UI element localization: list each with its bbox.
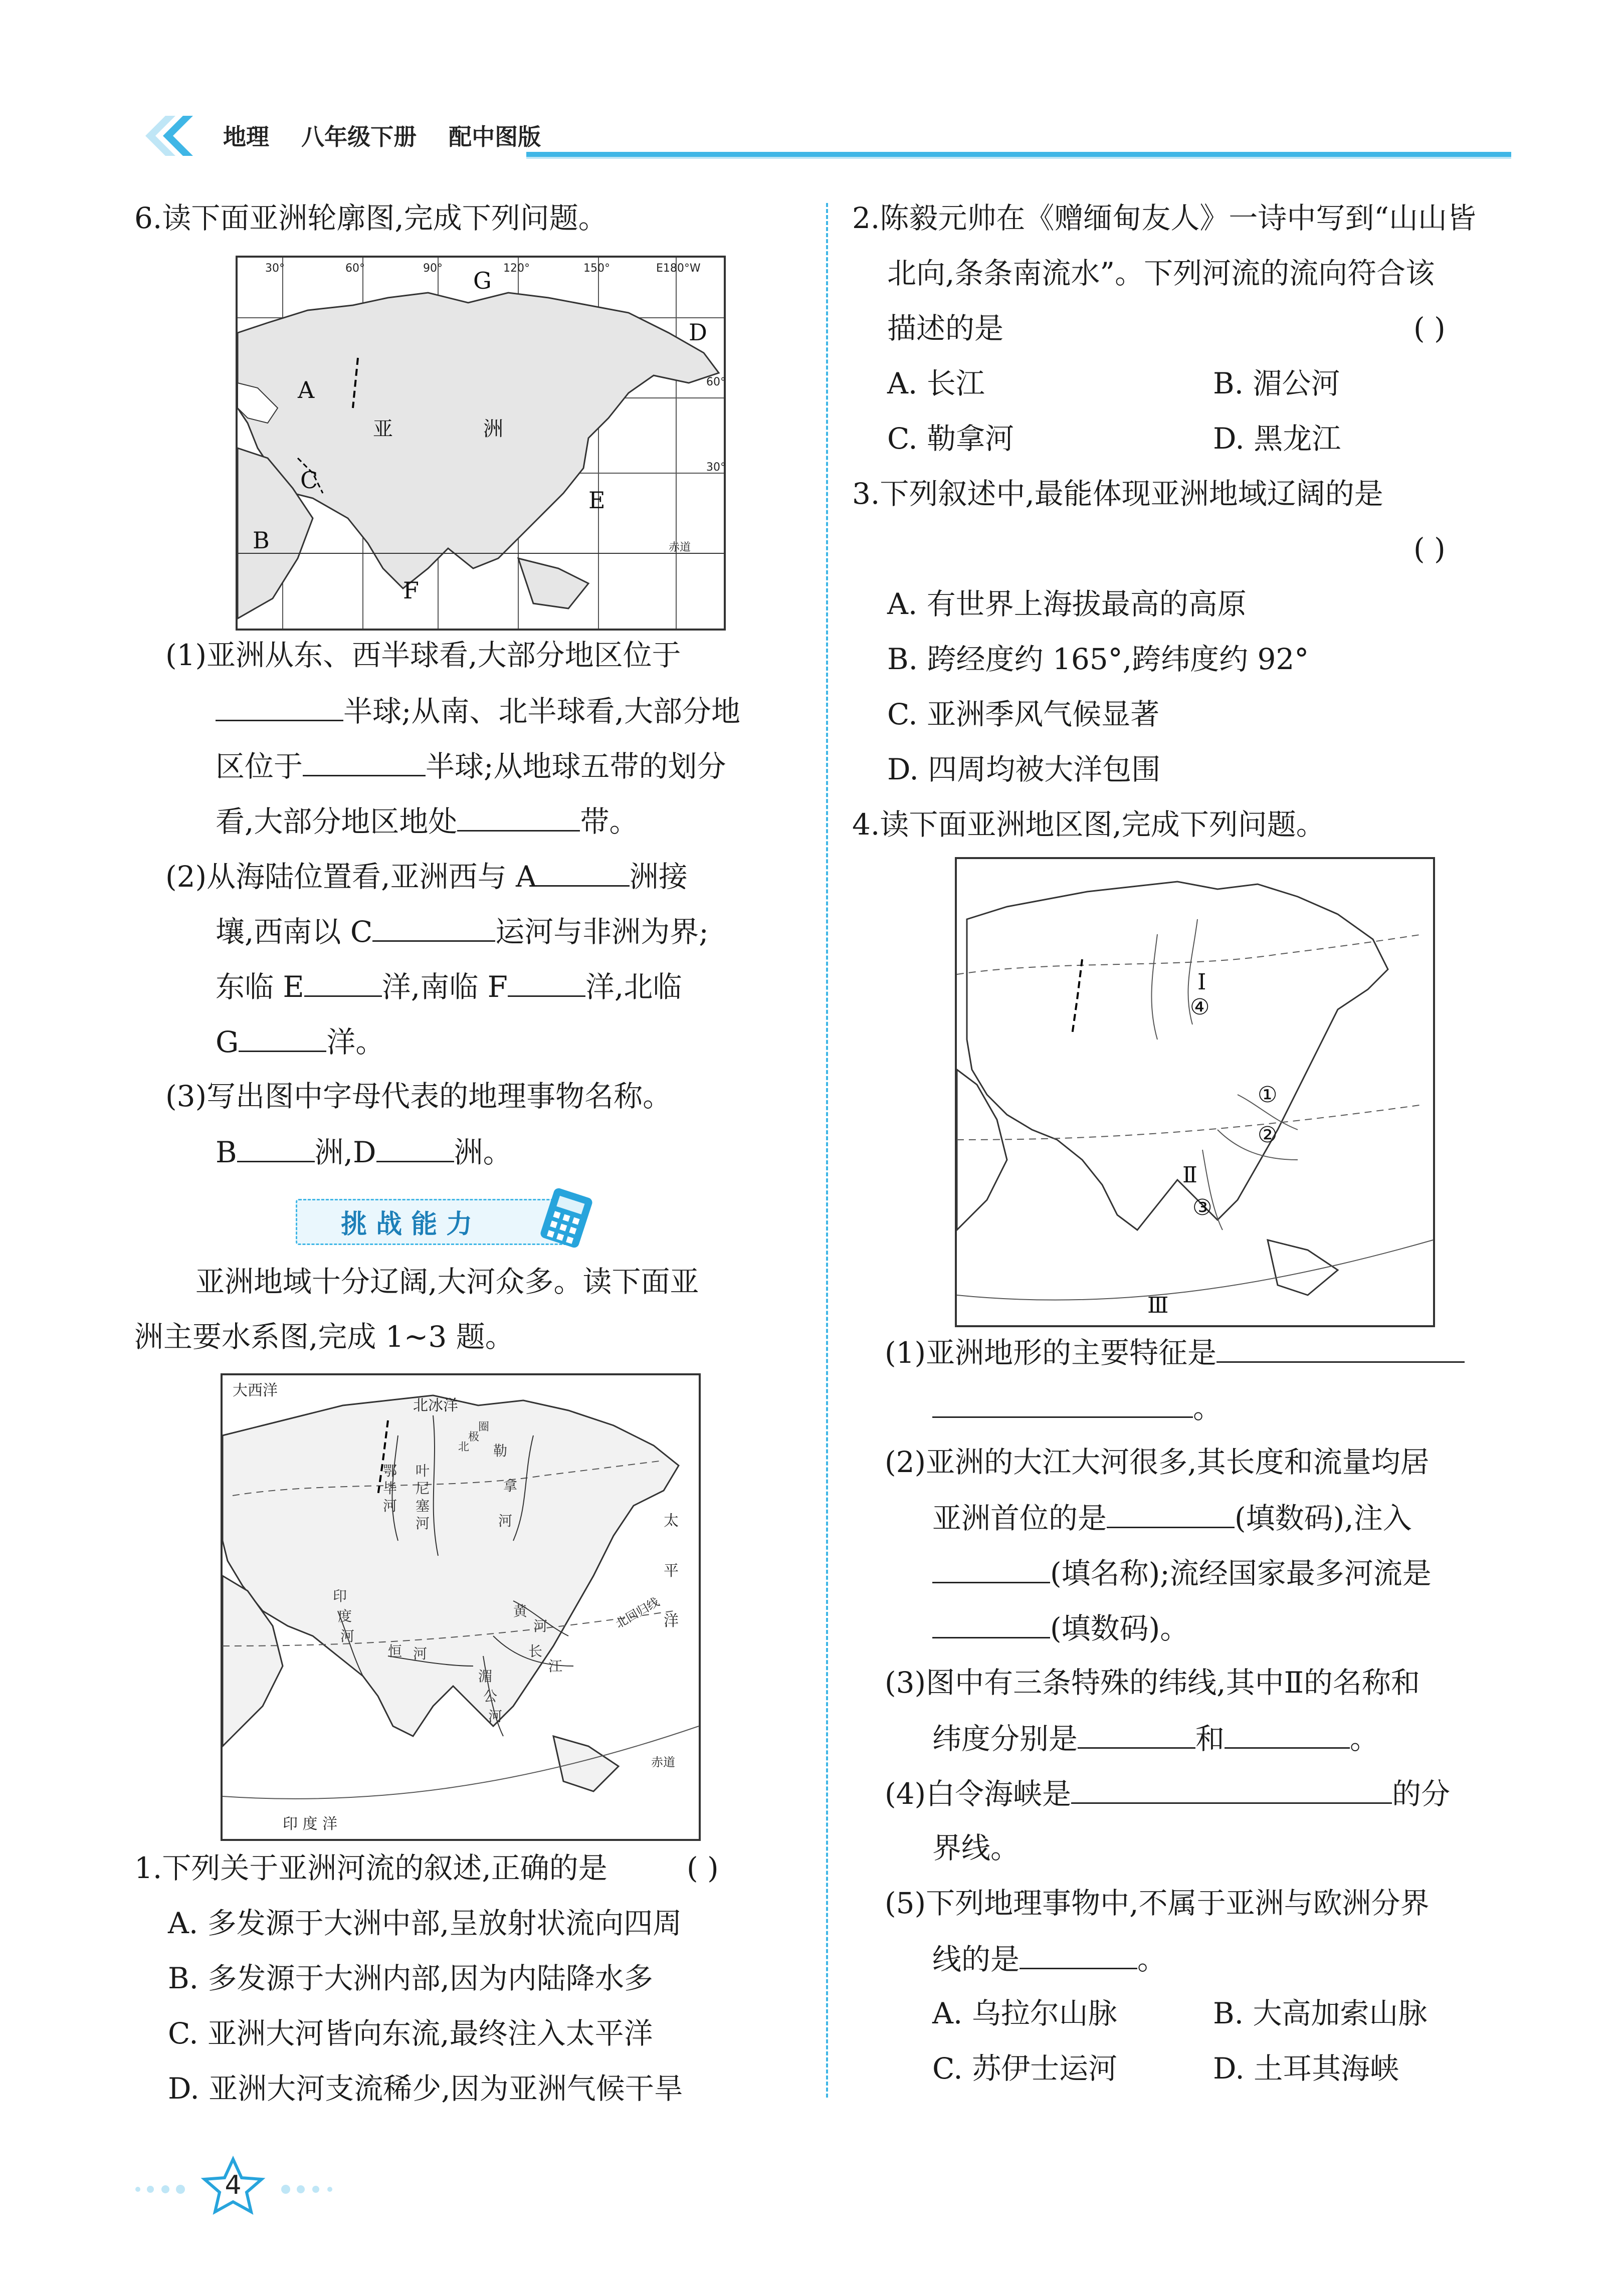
- q4-p5-line2: 线的是 。: [932, 1940, 1166, 1978]
- map1-lat-30: 30°: [706, 461, 726, 474]
- blank-B[interactable]: [237, 1133, 315, 1162]
- mcq1-option-a[interactable]: A. 多发源于大洲中部,呈放射状流向四周: [168, 1906, 682, 1940]
- asia-outline-map: [236, 256, 726, 631]
- map1-equator: 赤道: [669, 541, 691, 554]
- mcq1-option-d[interactable]: D. 亚洲大河支流稀少,因为亚洲气候干旱: [168, 2072, 683, 2106]
- q4-p3-line1: (3)图中有三条特殊的纬线,其中Ⅱ的名称和: [885, 1666, 1420, 1700]
- blank-latitude-degree[interactable]: [1225, 1719, 1350, 1749]
- map1-lon-90: 90°: [423, 262, 443, 275]
- map3-label-III: Ⅲ: [1147, 1293, 1169, 1318]
- q4-p1-line2: 。: [932, 1388, 1222, 1426]
- map1-continent-zhou: 洲: [483, 418, 503, 441]
- map1-letter-C: C: [300, 467, 318, 494]
- mcq2-stem-line1: 2.陈毅元帅在《赠缅甸友人》一诗中写到“山山皆: [852, 201, 1476, 235]
- map2-arctic-circle-2: 极: [468, 1431, 480, 1443]
- map1-lon-30: 30°: [265, 262, 285, 275]
- map2-river-he5: 河: [488, 1708, 503, 1725]
- q4-p1-line1: (1)亚洲地形的主要特征是: [885, 1333, 1465, 1371]
- header-bar: [135, 113, 1511, 159]
- q4-title: 4.读下面亚洲地区图,完成下列问题。: [852, 807, 1325, 842]
- map2-river-he7: 河: [340, 1628, 355, 1644]
- challenge-intro-line2: 洲主要水系图,完成 1~3 题。: [134, 1320, 514, 1354]
- column-divider: [826, 203, 828, 2098]
- calculator-icon: [536, 1188, 596, 1248]
- blank-hemisphere-ew[interactable]: [216, 692, 343, 721]
- q4-p2-line3: (填名称);流经国家最多河流是: [932, 1554, 1432, 1592]
- map2-river-le: 勒: [493, 1442, 508, 1459]
- map2-river-he2: 河: [383, 1498, 397, 1514]
- blank-G[interactable]: [239, 1022, 326, 1052]
- challenge-intro-line1: 亚洲地域十分辽阔,大河众多。读下面亚: [195, 1265, 699, 1299]
- map2-river-na: 拿: [503, 1478, 518, 1494]
- header-subject: 地理: [223, 123, 269, 150]
- map2-river-gong: 公: [483, 1688, 498, 1705]
- mcq3-answer-paren[interactable]: ( ): [1413, 532, 1446, 566]
- header-edition: 配中图版: [449, 123, 541, 150]
- map3-label-I: Ⅰ: [1197, 969, 1206, 995]
- map2-river-he4: 河: [533, 1618, 548, 1634]
- page-number: 4: [225, 2170, 242, 2200]
- challenge-badge: [286, 1188, 612, 1248]
- map2-river-yin: 印: [333, 1588, 347, 1604]
- map2-indian: 印 度 洋: [283, 1815, 338, 1833]
- map2-pacific-3: 洋: [664, 1612, 679, 1630]
- map3-label-3: ③: [1192, 1195, 1212, 1220]
- blank-D[interactable]: [376, 1133, 454, 1162]
- map2-river-jiang: 江: [548, 1658, 563, 1675]
- q6-p2-line4: G 洋。: [216, 1022, 384, 1061]
- asia-region-map: [955, 857, 1435, 1327]
- q4-option-c[interactable]: C. 苏伊士运河: [932, 2051, 1118, 2086]
- map3-label-4: ④: [1190, 994, 1210, 1020]
- asia-water-system-map: [221, 1373, 701, 1841]
- map2-river-ye: 叶: [416, 1463, 430, 1479]
- map1-letter-G: G: [473, 267, 492, 294]
- map2-river-mei: 湄: [478, 1668, 493, 1685]
- mcq1-option-c[interactable]: C. 亚洲大河皆向东流,最终注入太平洋: [168, 2016, 653, 2050]
- map1-lon-150: 150°: [583, 262, 610, 275]
- map2-river-he6: 河: [413, 1645, 428, 1662]
- q4-p2-line1: (2)亚洲的大江大河很多,其长度和流量均居: [885, 1445, 1430, 1479]
- map2-river-chang: 长: [528, 1643, 543, 1660]
- q6-p1-line2: 半球;从南、北半球看,大部分地: [216, 692, 740, 730]
- map2-river-bi: 毕: [383, 1480, 397, 1497]
- q6-p1-line4: 看,大部分地区地处 带。: [216, 802, 638, 840]
- q6-p2-line3: 东临 E 洋,南临 F 洋,北临: [216, 967, 682, 1005]
- header-chevron-icon: [135, 116, 195, 156]
- map1-letter-D: D: [689, 319, 707, 346]
- map2-river-sai: 塞: [416, 1498, 430, 1514]
- mcq2-option-a[interactable]: A. 长江: [887, 366, 985, 400]
- map2-river-huang: 黄: [513, 1603, 528, 1619]
- mcq1-stem: 1.下列关于亚洲河流的叙述,正确的是: [134, 1851, 607, 1885]
- map2-arctic: 北冰洋: [413, 1397, 458, 1414]
- challenge-badge-text: 挑 战 能 力: [341, 1209, 473, 1239]
- header-rule-light: [526, 157, 1511, 159]
- mcq2-option-d[interactable]: D. 黑龙江: [1213, 422, 1341, 456]
- footer-page-badge: [130, 2155, 341, 2215]
- blank-terrain-2[interactable]: [932, 1388, 1193, 1418]
- mcq2-option-b[interactable]: B. 湄公河: [1213, 366, 1340, 400]
- map1-continent-ya: 亚: [373, 418, 393, 441]
- q6-p1-line3: 区位于 半球;从地球五带的划分: [216, 747, 726, 785]
- blank-bering[interactable]: [1071, 1774, 1392, 1804]
- map1-lon-60: 60°: [345, 262, 365, 275]
- q4-option-d[interactable]: D. 土耳其海峡: [1213, 2051, 1399, 2086]
- q4-p5-line1: (5)下列地理事物中,不属于亚洲与欧洲分界: [885, 1886, 1430, 1920]
- blank-terrain-1[interactable]: [1216, 1333, 1465, 1363]
- blank-latitude-name[interactable]: [1078, 1719, 1195, 1749]
- map3-label-1: ①: [1258, 1082, 1278, 1108]
- q4-option-a[interactable]: A. 乌拉尔山脉: [932, 1996, 1117, 2030]
- map1-letter-E: E: [588, 487, 605, 514]
- map1-lon-120: 120°: [503, 262, 530, 275]
- map2-river-he3: 河: [498, 1513, 513, 1529]
- mcq3-option-a[interactable]: A. 有世界上海拔最高的高原: [887, 587, 1247, 621]
- blank-boundary[interactable]: [1020, 1940, 1137, 1969]
- map1-letter-F: F: [403, 577, 419, 604]
- q6-p3-line1: (3)写出图中字母代表的地理事物名称。: [165, 1079, 672, 1113]
- q4-p3-line2: 纬度分别是 和 。: [932, 1719, 1379, 1757]
- blank-C[interactable]: [372, 912, 495, 942]
- map2-arctic-circle-3: 圈: [478, 1421, 490, 1433]
- q4-p2-line4: (填数码)。: [932, 1609, 1189, 1647]
- blank-E[interactable]: [304, 967, 382, 997]
- map2-arctic-circle-1: 北: [458, 1441, 470, 1454]
- blank-longest-river[interactable]: [1107, 1499, 1235, 1528]
- q6-title: 6.读下面亚洲轮廓图,完成下列问题。: [134, 201, 607, 235]
- mcq3-option-c[interactable]: C. 亚洲季风气候显著: [887, 697, 1160, 731]
- map2-river-e: 鄂: [383, 1463, 397, 1479]
- q6-p2-line1: (2)从海陆位置看,亚洲西与 A 洲接: [165, 857, 688, 895]
- map2-pacific-2: 平: [664, 1562, 679, 1580]
- q6-p2-line2: 壤,西南以 C 运河与非洲为界;: [216, 912, 709, 950]
- mcq2-stem-line2: 北向,条条南流水”。下列河流的流向符合该: [887, 256, 1435, 290]
- q6-p1-line1: (1)亚洲从东、西半球看,大部分地区位于: [165, 638, 681, 672]
- q4-p4-line2: 界线。: [932, 1831, 1020, 1865]
- mcq3-stem: 3.下列叙述中,最能体现亚洲地域辽阔的是: [852, 477, 1383, 511]
- blank-F[interactable]: [508, 967, 585, 997]
- blank-hemisphere-ns[interactable]: [303, 747, 426, 776]
- q4-option-b[interactable]: B. 大高加索山脉: [1213, 1996, 1428, 2030]
- blank-flows-into[interactable]: [932, 1554, 1050, 1583]
- map1-lat-60: 60°: [706, 376, 726, 388]
- map1-letter-A: A: [298, 376, 315, 403]
- blank-A[interactable]: [537, 857, 630, 887]
- q6-p3-line2: B 洲,D 洲。: [216, 1133, 512, 1171]
- mcq1-answer-paren[interactable]: ( ): [687, 1851, 719, 1885]
- header-rule: [526, 152, 1511, 157]
- map3-label-2: ②: [1258, 1122, 1278, 1148]
- header-grade: 八年级下册: [301, 123, 417, 150]
- map2-river-he1: 河: [416, 1515, 430, 1532]
- map2-river-heng: 恒: [388, 1643, 402, 1660]
- map2-equator: 赤道: [651, 1755, 675, 1769]
- mcq2-option-c[interactable]: C. 勒拿河: [887, 422, 1014, 456]
- q4-p4-line1: (4)白令海峡是 的分: [885, 1774, 1450, 1812]
- map2-river-du: 度: [338, 1608, 352, 1624]
- mcq1-option-b[interactable]: B. 多发源于大洲内部,因为内陆降水多: [168, 1961, 653, 1995]
- map2-tropic: 北回归线: [613, 1594, 662, 1631]
- map2-atlantic: 大西洋: [233, 1382, 278, 1399]
- blank-most-countries[interactable]: [932, 1609, 1050, 1638]
- map1-letter-B: B: [253, 527, 270, 554]
- map3-label-II: Ⅱ: [1182, 1162, 1197, 1188]
- mcq3-option-d[interactable]: D. 四周均被大洋包围: [887, 752, 1161, 786]
- q4-p2-line2: 亚洲首位的是 (填数码),注入: [932, 1499, 1412, 1537]
- mcq3-option-b[interactable]: B. 跨经度约 165°,跨纬度约 92°: [887, 642, 1309, 676]
- map2-pacific-1: 太: [664, 1512, 679, 1530]
- map1-lon-180: E180°W: [656, 262, 701, 275]
- blank-zone[interactable]: [457, 802, 580, 832]
- mcq2-answer-paren[interactable]: ( ): [1413, 311, 1446, 345]
- mcq2-stem-line3: 描述的是: [887, 311, 1004, 345]
- map2-river-ni: 尼: [416, 1480, 430, 1497]
